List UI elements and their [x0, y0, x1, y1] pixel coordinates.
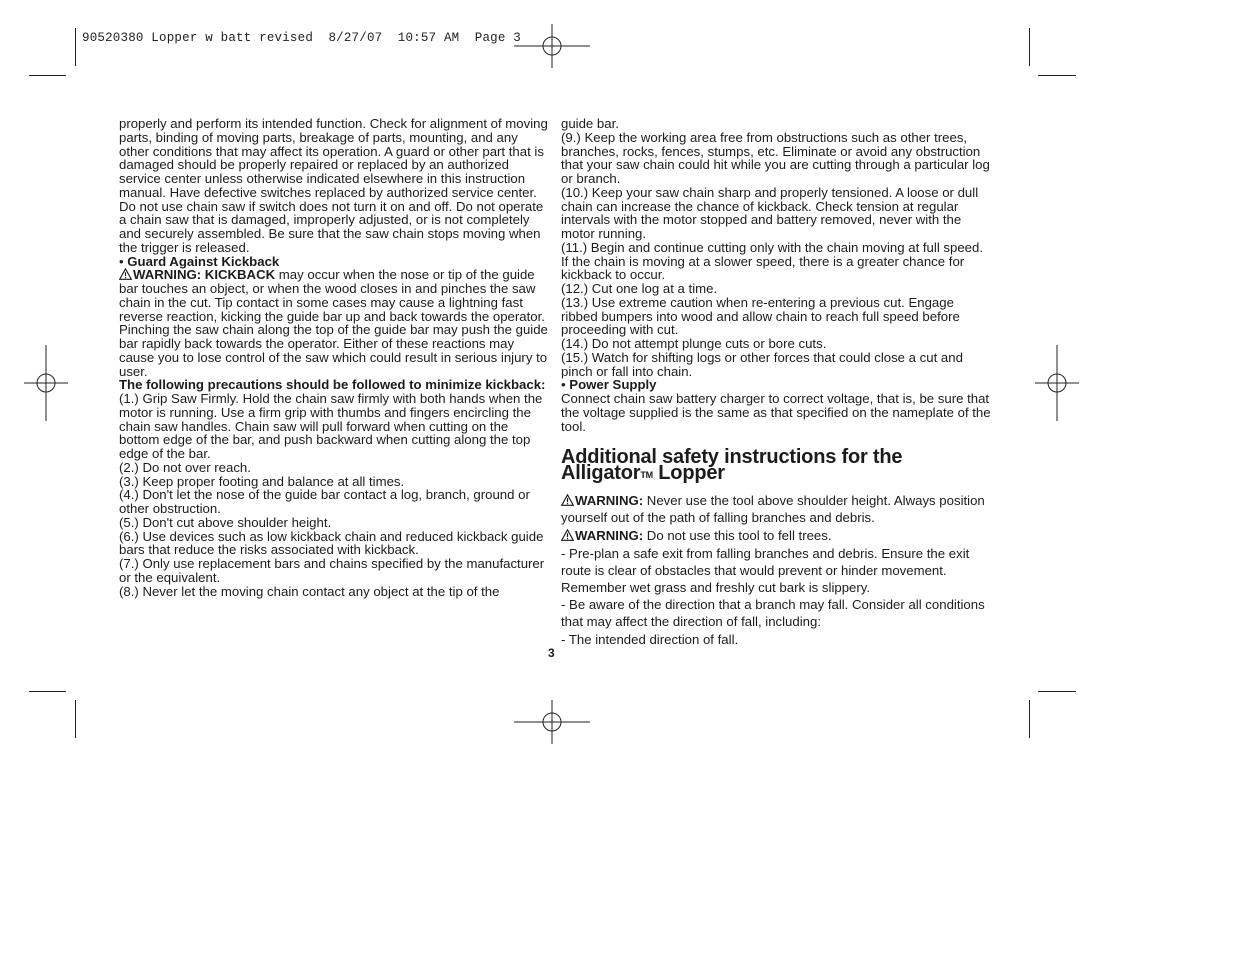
- bullet: •: [561, 377, 566, 393]
- list-item: (7.) Only use replacement bars and chains specified by the manufacturer or the equivalent.: [119, 556, 545, 585]
- warning-fell-trees: [561, 527, 993, 544]
- page-number: 3: [548, 646, 555, 660]
- warning-shoulder: [561, 492, 993, 526]
- guard-heading-line: [119, 255, 549, 269]
- warning-label: WARNING: KICKBACK: [133, 267, 276, 283]
- crop-mark: [1029, 700, 1030, 738]
- crop-mark: [1038, 75, 1076, 76]
- intended-direction: - The intended direction of fall.: [561, 632, 739, 648]
- warning-label: WARNING:: [575, 528, 644, 544]
- list-item: (4.) Don't let the nose of the guide bar contact a log, branch, ground or other obstruction.: [119, 487, 530, 516]
- direction-paragraph: - Be aware of the direction that a branch may fall. Consider all conditions that may affect the direction of fall, including:: [561, 597, 985, 630]
- registration-mark: [8, 345, 84, 421]
- list-item: (8.) Never let the moving chain contact any object at the tip of the: [119, 583, 500, 599]
- crop-mark: [1029, 28, 1030, 66]
- power-heading: Power Supply: [569, 377, 657, 393]
- trademark: TM: [640, 470, 653, 481]
- crop-mark: [75, 28, 76, 66]
- warning-text: Do not use this tool to fell trees.: [643, 528, 832, 544]
- power-paragraph: Connect chain saw battery charger to correct voltage, that is, be sure that the voltage supplied is the same as that specified on the nameplate of the tool.: [561, 391, 991, 434]
- warning-triangle-icon: [119, 268, 132, 280]
- warning-text: may occur when the nose or tip of the guide bar touches an object, or when the wood closes in and pinches the saw chain in the cut. Tip contact in some cases may cause a lightning fast reverse reaction, kicking the guide bar up and back towards the operator. Pinching the saw chain along the top of the guide bar may push the guide bar rapidly back towards the operator. Either of these reactions may cause you to lose control of the saw which could result in serious injury to user.: [119, 267, 548, 379]
- crop-mark: [29, 691, 66, 692]
- bullet: •: [119, 253, 124, 269]
- precautions-heading: The following precautions should be followed to minimize kickback:: [119, 377, 546, 393]
- warning-triangle-icon: [561, 494, 574, 506]
- continued-text: guide bar.: [561, 116, 619, 131]
- list-item: (6.) Use devices such as low kickback chain and reduced kickback guide bars that reduce the risks associated with kickback.: [119, 528, 544, 558]
- power-heading-line: [561, 378, 993, 392]
- warning-text: Never use the tool above shoulder height. Always position yourself out of the path of falling branches and debris.: [561, 493, 985, 526]
- list-item: (1.) Grip Saw Firmly. Hold the chain saw firmly with both hands when the motor is running. Use a firm grip with thumbs and fingers encircling the chain saw handles. Chain saw will pull forward when cutting on the bottom edge of the bar, and push backward when cutting along the top edge of the bar.: [119, 391, 543, 461]
- crop-mark: [75, 700, 76, 738]
- section-title-text: Additional safety instructions for the Alligator: [561, 446, 903, 485]
- list-item: (15.) Watch for shifting logs or other forces that could close a cut and pinch or fall into chain.: [561, 349, 963, 379]
- additional-instructions: [561, 492, 993, 648]
- registration-mark: [514, 684, 590, 760]
- right-column: [561, 117, 993, 648]
- list-item: (5.) Don't cut above shoulder height.: [119, 514, 332, 530]
- list-item: (9.) Keep the working area free from obstructions such as other trees, branches, rocks, fences, stumps, etc. Eliminate or avoid any obstruction that your saw chain could hit while you are cutting through a particular log or branch.: [561, 129, 990, 186]
- kickback-warning: [119, 268, 549, 378]
- list-item: (11.) Begin and continue cutting only with the chain moving at full speed. If the chain is moving at a slower speed, there is a greater chance for kickback to occur.: [561, 239, 984, 283]
- list-item: (13.) Use extreme caution when re-entering a previous cut. Engage ribbed bumpers into wood and allow chain to reach full speed before proceeding with cut.: [561, 294, 960, 338]
- printer-slug: 90520380 Lopper w batt revised 8/27/07 10:57 AM Page 3: [82, 31, 521, 45]
- list-item: (14.) Do not attempt plunge cuts or bore cuts.: [561, 336, 827, 351]
- list-item: (3.) Keep proper footing and balance at all times.: [119, 473, 405, 489]
- list-item: (10.) Keep your saw chain sharp and properly tensioned. A loose or dull chain can increase the chance of kickback. Check tension at regular intervals with the motor stopped and battery removed, never with the motor running.: [561, 184, 979, 241]
- section-title: [561, 446, 993, 485]
- registration-mark: [514, 8, 590, 84]
- crop-mark: [1038, 691, 1076, 692]
- left-column: [119, 117, 549, 598]
- warning-triangle-icon: [561, 529, 574, 541]
- registration-mark: [1019, 345, 1095, 421]
- guard-heading: Guard Against Kickback: [127, 253, 280, 269]
- list-item: (12.) Cut one log at a time.: [561, 281, 718, 296]
- crop-mark: [29, 75, 66, 76]
- section-title-suffix: Lopper: [652, 462, 725, 485]
- warning-label: WARNING:: [575, 493, 644, 509]
- exit-paragraph: - Pre-plan a safe exit from falling branches and debris. Ensure the exit route is clear of obstacles that would prevent or hinder movement. Remember wet grass and freshly cut bark is slippery.: [561, 546, 970, 596]
- list-item: (2.) Do not over reach.: [119, 459, 251, 475]
- intro-paragraph: properly and perform its intended function. Check for alignment of moving parts, binding of moving parts, breakage of parts, mounting, and any other conditions that may affect its operation. A guard or other part that is damaged should be properly repaired or replaced by an authorized service center unless otherwise indicated elsewhere in this instruction manual. Have defective switches replaced by authorized service center. Do not use chain saw if switch does not turn it on and off. Do not operate a chain saw that is damaged, improperly adjusted, or is not completely and securely assembled. Be sure that the saw chain stops moving when the trigger is released.: [119, 116, 548, 255]
